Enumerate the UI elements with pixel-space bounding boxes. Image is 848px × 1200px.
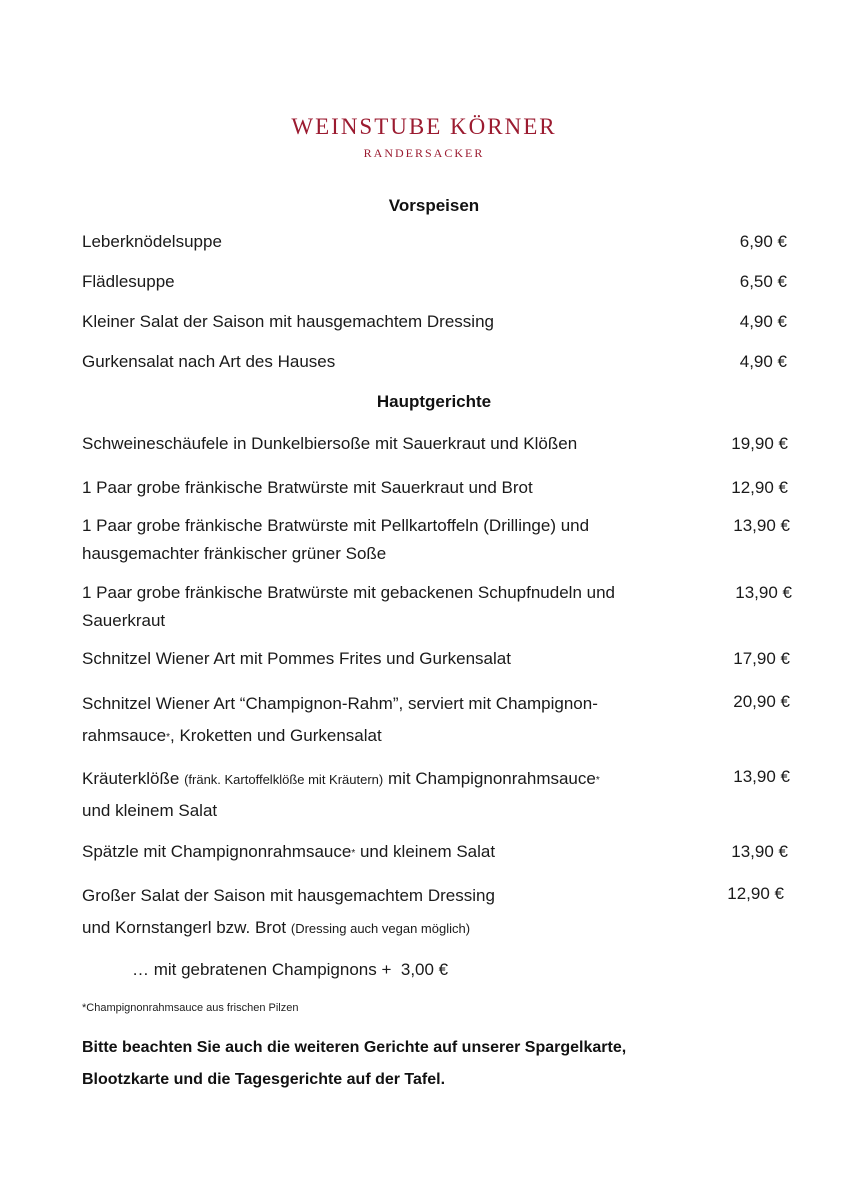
menu-item-line: Schnitzel Wiener Art “Champignon-Rahm”, serviert mit Champignon- [82, 694, 598, 713]
notice-line: Bitte beachten Sie auch die weiteren Gerichte auf unserer Spargelkarte, [82, 1039, 627, 1056]
asterisk-marker: * [595, 775, 600, 786]
menu-item-text: , Kroketten und Gurkensalat [170, 726, 382, 745]
menu-item-text: und Kornstangerl bzw. Brot [82, 918, 287, 937]
menu-item-text: mit Champignonrahmsauce [387, 769, 596, 788]
menu-extra-option [132, 956, 448, 984]
menu-item-name: Flädlesuppe [82, 272, 175, 291]
menu-item-line [82, 912, 682, 945]
menu-item-text: Kräuterklöße [82, 769, 180, 788]
menu-item-price: 13,90 € [733, 767, 790, 786]
menu-item-text: und kleinem Salat [359, 842, 496, 861]
section-title-starters: Vorspeisen [388, 196, 480, 215]
menu-item-price: 13,90 € [735, 583, 792, 602]
menu-item-line: Sauerkraut [82, 611, 166, 630]
menu-item-detail: (Dressing auch vegan möglich) [290, 921, 471, 936]
menu-item-name [82, 763, 682, 826]
asterisk-marker: * [166, 732, 171, 743]
menu-item-price: 12,90 € [727, 884, 784, 903]
menu-item-name: 1 Paar grobe fränkische Bratwürste mit Sauerkraut und Brot [82, 478, 533, 497]
menu-item-line [82, 763, 682, 795]
menu-item-text: rahmsauce [82, 726, 167, 745]
restaurant-name: WEINSTUBE KÖRNER [291, 114, 557, 139]
menu-item-text: Spätzle mit Champignonrahmsauce [82, 842, 352, 861]
menu-item-name: Kleiner Salat der Saison mit hausgemachtem Dressing [82, 312, 494, 331]
menu-item-name: Schnitzel Wiener Art mit Pommes Frites und Gurkensalat [82, 649, 511, 668]
menu-item-price: 13,90 € [731, 842, 788, 861]
menu-item-name [82, 880, 682, 945]
restaurant-location: RANDERSACKER [363, 146, 485, 160]
menu-item-price: 19,90 € [731, 434, 788, 453]
menu-item-name [82, 512, 682, 568]
menu-item-detail: (fränk. Kartoffelklöße mit Kräutern) [184, 772, 384, 787]
menu-item-line: 1 Paar grobe fränkische Bratwürste mit Pellkartoffeln (Drillinge) und [82, 516, 590, 535]
menu-item-price: 20,90 € [733, 692, 790, 711]
menu-item-name [82, 838, 682, 866]
menu-item-name [82, 579, 682, 635]
menu-item-line: Großer Salat der Saison mit hausgemachtem Dressing [82, 886, 495, 905]
footnote: *Champignonrahmsauce aus frischen Pilzen [82, 1002, 299, 1014]
menu-item-price: 13,90 € [733, 516, 790, 535]
menu-item-name: Schweineschäufele in Dunkelbiersoße mit Sauerkraut und Klößen [82, 434, 578, 453]
asterisk-marker: * [351, 848, 356, 859]
menu-item-price: 6,90 € [739, 232, 787, 251]
notice [82, 1032, 626, 1096]
notice-line: Blootzkarte und die Tagesgerichte auf der Tafel. [82, 1071, 446, 1088]
menu-extra-label: … mit gebratenen Champignons + [132, 960, 392, 979]
section-title-mains: Hauptgerichte [376, 392, 492, 411]
menu-item-price: 4,90 € [739, 312, 787, 331]
menu-item-price: 4,90 € [739, 352, 787, 371]
menu-item-line [82, 720, 682, 752]
menu-item-name [82, 688, 682, 752]
menu-item-price: 12,90 € [731, 478, 788, 497]
menu-item-name: Gurkensalat nach Art des Hauses [82, 352, 336, 371]
menu-item-price: 6,50 € [739, 272, 787, 291]
menu-extra-price: 3,00 € [400, 960, 449, 979]
menu-item-line: hausgemachter fränkischer grüner Soße [82, 544, 387, 563]
menu-item-line: und kleinem Salat [82, 801, 218, 820]
menu-item-line: 1 Paar grobe fränkische Bratwürste mit gebackenen Schupfnudeln und [82, 583, 615, 602]
menu-item-name: Leberknödelsuppe [82, 232, 222, 251]
menu-item-price: 17,90 € [733, 649, 790, 668]
